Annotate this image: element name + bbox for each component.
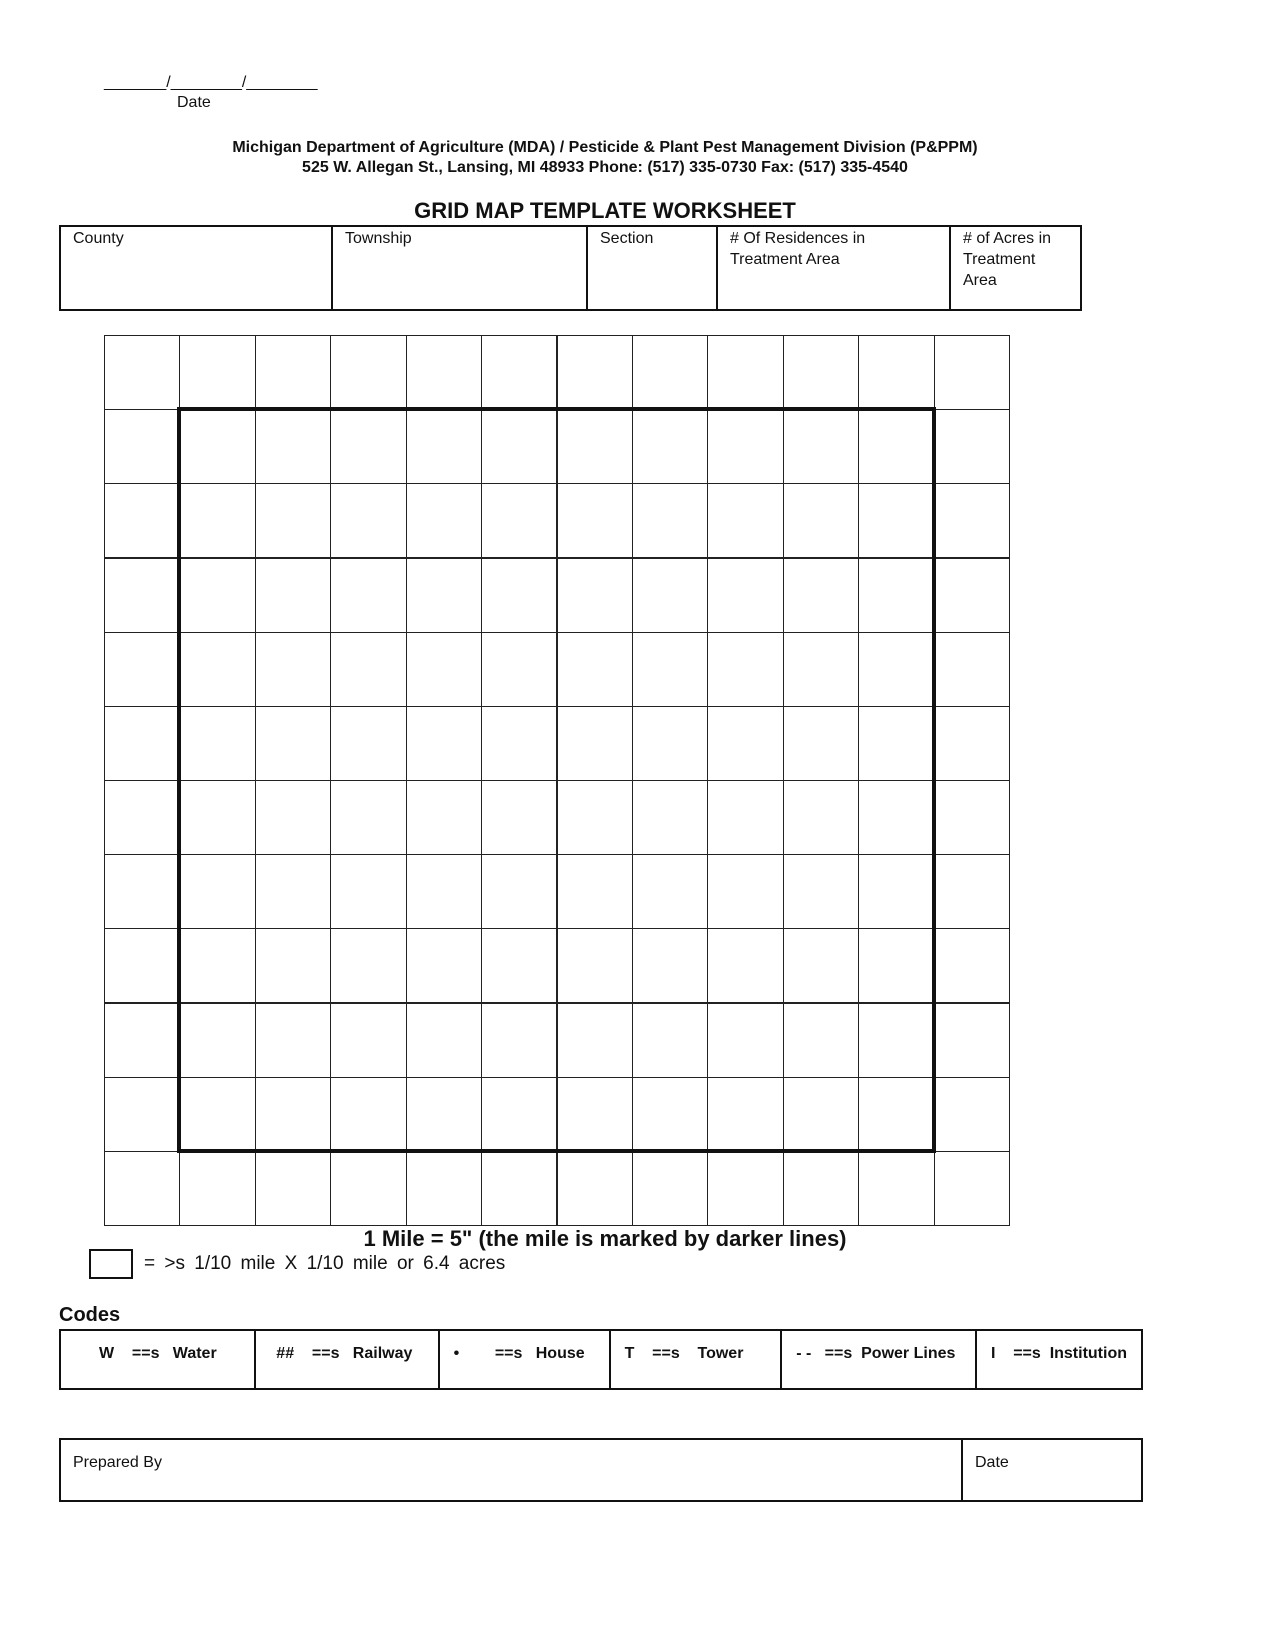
grid-cell[interactable] [557, 1151, 633, 1226]
legend-cell-sample [89, 1249, 133, 1279]
grid-cell[interactable] [406, 632, 482, 707]
grid-cell[interactable] [255, 558, 331, 633]
township-label: Township [345, 230, 412, 247]
grid-cell[interactable] [632, 632, 708, 707]
grid-cell[interactable] [406, 706, 482, 781]
grid-cell[interactable] [255, 409, 331, 484]
grid-cell[interactable] [481, 928, 557, 1003]
grid-cell[interactable] [179, 780, 255, 855]
grid-cell[interactable] [783, 1151, 859, 1226]
grid-cell[interactable] [406, 335, 482, 410]
grid-cell[interactable] [330, 558, 406, 633]
grid-cell[interactable] [858, 706, 934, 781]
grid-cell[interactable] [858, 558, 934, 633]
grid-cell[interactable] [481, 409, 557, 484]
grid-cell[interactable] [104, 632, 180, 707]
grid-map [104, 335, 1009, 1225]
grid-cell[interactable] [858, 632, 934, 707]
grid-cell[interactable] [557, 1003, 633, 1078]
grid-cell[interactable] [481, 780, 557, 855]
grid-cell[interactable] [707, 1077, 783, 1152]
code-railway: ## ==s Railway [255, 1330, 438, 1389]
grid-cell[interactable] [557, 1077, 633, 1152]
grid-cell[interactable] [330, 483, 406, 558]
grid-cell[interactable] [179, 335, 255, 410]
grid-cell[interactable] [406, 928, 482, 1003]
grid-cell[interactable] [783, 1077, 859, 1152]
grid-cell[interactable] [632, 928, 708, 1003]
code-tower: T ==s Tower [610, 1330, 782, 1389]
grid-cell[interactable] [707, 1151, 783, 1226]
grid-cell[interactable] [557, 632, 633, 707]
organization-name: Michigan Department of Agriculture (MDA) / Pesticide & Plant Pest Management Division (P&PPM) [232, 139, 978, 156]
grid-cell[interactable] [707, 706, 783, 781]
prepared-by-label: Prepared By [73, 1454, 162, 1471]
grid-cell[interactable] [481, 558, 557, 633]
grid-cell[interactable] [934, 928, 1010, 1003]
grid-cell[interactable] [179, 558, 255, 633]
codes-table [59, 1329, 1143, 1390]
code-water: W ==s Water [60, 1330, 255, 1389]
grid-cell[interactable] [255, 928, 331, 1003]
residences-field[interactable] [717, 226, 950, 310]
grid-cell[interactable] [858, 409, 934, 484]
grid-cell[interactable] [707, 780, 783, 855]
grid-cell[interactable] [783, 409, 859, 484]
prepared-by-field[interactable] [60, 1439, 962, 1501]
acres-label-line2: Treatment Area [963, 251, 1036, 289]
grid-cell[interactable] [783, 928, 859, 1003]
grid-cell[interactable] [104, 1077, 180, 1152]
grid-cell[interactable] [707, 409, 783, 484]
grid-cell[interactable] [481, 1077, 557, 1152]
grid-cell[interactable] [255, 1003, 331, 1078]
acres-field[interactable] [950, 226, 1081, 310]
grid-cell[interactable] [406, 1077, 482, 1152]
grid-cell[interactable] [330, 928, 406, 1003]
footer-date-field[interactable] [962, 1439, 1142, 1501]
grid-cell[interactable] [934, 1077, 1010, 1152]
grid-cell[interactable] [481, 854, 557, 929]
grid-cell[interactable] [557, 409, 633, 484]
grid-cell[interactable] [934, 558, 1010, 633]
grid-cell[interactable] [179, 409, 255, 484]
grid-cell[interactable] [104, 409, 180, 484]
grid-cell[interactable] [330, 780, 406, 855]
grid-cell[interactable] [330, 1077, 406, 1152]
grid-cell[interactable] [557, 854, 633, 929]
grid-cell[interactable] [557, 706, 633, 781]
grid-cell[interactable] [481, 335, 557, 410]
code-power-lines: - - ==s Power Lines [781, 1330, 976, 1389]
grid-cell[interactable] [255, 1151, 331, 1226]
grid-cell[interactable] [330, 632, 406, 707]
legend-text: = >s 1/10 mile X 1/10 mile or 6.4 acres [144, 1253, 506, 1274]
grid-cell[interactable] [406, 1003, 482, 1078]
grid-cell[interactable] [481, 706, 557, 781]
grid-cell[interactable] [783, 558, 859, 633]
grid-cell[interactable] [783, 854, 859, 929]
grid-cell[interactable] [934, 483, 1010, 558]
grid-cell[interactable] [255, 483, 331, 558]
residences-label-line2: Treatment Area [730, 251, 840, 268]
grid-cell[interactable] [557, 928, 633, 1003]
grid-cell[interactable] [707, 854, 783, 929]
grid-cell[interactable] [632, 780, 708, 855]
grid-cell[interactable] [406, 409, 482, 484]
grid-cell[interactable] [104, 928, 180, 1003]
grid-cell[interactable] [255, 780, 331, 855]
grid-cell[interactable] [858, 854, 934, 929]
grid-cell[interactable] [707, 632, 783, 707]
grid-cell[interactable] [330, 1151, 406, 1226]
grid [104, 335, 1009, 1225]
location-info-table [59, 225, 1082, 311]
scale-note: 1 Mile = 5" (the mile is marked by darker lines) [363, 1226, 847, 1251]
grid-cell[interactable] [104, 558, 180, 633]
grid-cell[interactable] [858, 928, 934, 1003]
county-field[interactable] [60, 226, 332, 310]
code-institution: I ==s Institution [976, 1330, 1142, 1389]
grid-cell[interactable] [632, 854, 708, 929]
grid-cell[interactable] [557, 558, 633, 633]
grid-cell[interactable] [255, 335, 331, 410]
grid-cell[interactable] [104, 1151, 180, 1226]
grid-cell[interactable] [481, 1151, 557, 1226]
grid-cell[interactable] [179, 706, 255, 781]
grid-cell[interactable] [179, 483, 255, 558]
grid-cell[interactable] [632, 706, 708, 781]
grid-cell[interactable] [406, 780, 482, 855]
date-blank-line[interactable]: _______/________/________ [104, 74, 318, 91]
organization-address: 525 W. Allegan St., Lansing, MI 48933 Phone: (517) 335-0730 Fax: (517) 335-4540 [302, 159, 908, 176]
grid-cell[interactable] [255, 1077, 331, 1152]
section-field[interactable] [587, 226, 717, 310]
grid-cell[interactable] [934, 409, 1010, 484]
grid-cell[interactable] [179, 1003, 255, 1078]
grid-cell[interactable] [179, 854, 255, 929]
grid-cell[interactable] [104, 335, 180, 410]
grid-cell[interactable] [406, 558, 482, 633]
grid-cell[interactable] [330, 335, 406, 410]
acres-label-line1: # of Acres in [963, 230, 1052, 247]
grid-cell[interactable] [179, 632, 255, 707]
grid-cell[interactable] [707, 558, 783, 633]
grid-cell[interactable] [632, 1151, 708, 1226]
grid-cell[interactable] [557, 780, 633, 855]
grid-cell[interactable] [557, 335, 633, 410]
code-house: • ==s House [439, 1330, 610, 1389]
grid-cell[interactable] [783, 1003, 859, 1078]
grid-cell[interactable] [330, 854, 406, 929]
grid-cell[interactable] [632, 483, 708, 558]
grid-cell[interactable] [255, 632, 331, 707]
codes-heading: Codes [59, 1304, 121, 1326]
grid-cell[interactable] [632, 335, 708, 410]
grid-cell[interactable] [104, 854, 180, 929]
grid-cell[interactable] [179, 1077, 255, 1152]
grid-cell[interactable] [632, 409, 708, 484]
grid-cell[interactable] [104, 483, 180, 558]
grid-cell[interactable] [934, 1151, 1010, 1226]
grid-cell[interactable] [406, 483, 482, 558]
grid-cell[interactable] [104, 780, 180, 855]
grid-cell[interactable] [858, 1151, 934, 1226]
grid-cell[interactable] [934, 632, 1010, 707]
grid-cell[interactable] [481, 483, 557, 558]
grid-cell[interactable] [481, 632, 557, 707]
grid-cell[interactable] [406, 1151, 482, 1226]
grid-cell[interactable] [557, 483, 633, 558]
footer-date-label: Date [975, 1454, 1009, 1471]
grid-cell[interactable] [632, 558, 708, 633]
prepared-by-table [59, 1438, 1143, 1502]
grid-cell[interactable] [707, 1003, 783, 1078]
grid-cell[interactable] [858, 780, 934, 855]
grid-cell[interactable] [858, 483, 934, 558]
grid-cell[interactable] [255, 706, 331, 781]
residences-label-line1: # Of Residences in [730, 230, 866, 247]
grid-cell[interactable] [707, 928, 783, 1003]
grid-cell[interactable] [858, 335, 934, 410]
grid-cell[interactable] [934, 706, 1010, 781]
grid-cell[interactable] [255, 854, 331, 929]
grid-cell[interactable] [858, 1077, 934, 1152]
grid-cell[interactable] [783, 706, 859, 781]
grid-cell[interactable] [707, 335, 783, 410]
grid-cell[interactable] [783, 632, 859, 707]
date-label: Date [177, 94, 211, 111]
grid-cell[interactable] [934, 1003, 1010, 1078]
grid-cell[interactable] [406, 854, 482, 929]
grid-cell[interactable] [104, 1003, 180, 1078]
grid-cell[interactable] [934, 780, 1010, 855]
grid-cell[interactable] [934, 335, 1010, 410]
grid-cell[interactable] [330, 409, 406, 484]
grid-cell[interactable] [179, 1151, 255, 1226]
grid-cell[interactable] [481, 1003, 557, 1078]
section-label: Section [600, 230, 654, 247]
grid-cell[interactable] [783, 483, 859, 558]
county-label: County [73, 230, 124, 247]
worksheet-title: GRID MAP TEMPLATE WORKSHEET [414, 198, 796, 223]
grid-cell[interactable] [934, 854, 1010, 929]
grid-cell[interactable] [104, 706, 180, 781]
grid-cell[interactable] [707, 483, 783, 558]
grid-cell[interactable] [783, 780, 859, 855]
grid-cell[interactable] [783, 335, 859, 410]
grid-cell[interactable] [330, 706, 406, 781]
grid-cell[interactable] [330, 1003, 406, 1078]
township-field[interactable] [332, 226, 587, 310]
grid-cell[interactable] [632, 1003, 708, 1078]
grid-cell[interactable] [179, 928, 255, 1003]
grid-cell[interactable] [632, 1077, 708, 1152]
grid-cell[interactable] [858, 1003, 934, 1078]
